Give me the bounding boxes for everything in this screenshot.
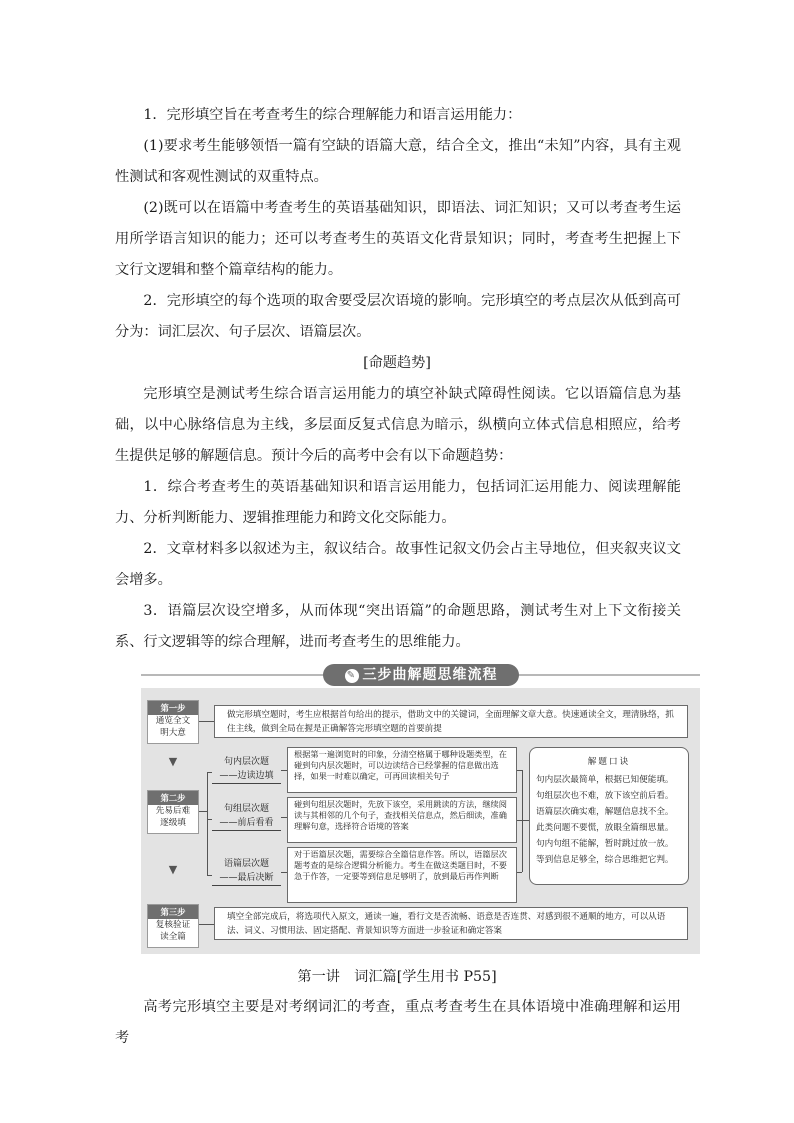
flow-banner-title: 三步曲解题思维流程 [362,667,498,683]
step-1-line-1: 通览全文 [155,716,191,726]
arrow-down-icon: ▼ [168,863,178,876]
step-3-text: 填空全部完成后，将选项代入原文，通读一遍，看行文是否流畅、语意是否连贯、对感到很不通顺的地方，可以从语法、词义、习惯用法、固定搭配、背景知识等方面进一步验证和确定答案 [214,907,688,940]
solving-mnemonic [529,747,689,885]
level-2-text: 碰到句组层次题时，先放下该空，采用跳读的方法，继续阅读与其相邻的几个句子，查找相关信息点，然后细读，准确理解句意，选择符合语境的答案 [287,797,517,843]
trend-point-3: 3．语篇层次设空增多，从而体现“突出语篇”的命题思路，测试考生对上下文衔接关系、行文逻辑等的综合理解，进而考查考生的思维能力。 [115,603,681,650]
trend-point-2: 2．文章材料多以叙述为主，叙议结合。故事性记叙文仍会占主导地位，但夹叙夹议文会增多。 [115,541,681,588]
book-icon: ✎ [345,669,359,683]
level-1-sub: ——边读边填 [219,771,274,781]
step-3-label [147,904,199,948]
step-1-text: 做完形填空题时，考生应根据首句给出的提示，借助文中的关键词，全面理解文章大意。快速通读全文，理清脉络，抓住主线，做到全局在握是正确解答完形填空题的首要前提 [214,705,688,738]
intro-point-1-2: (2)既可以在语篇中考查考生的英语基础知识，即语法、词汇知识；又可以考查考生运用所学语言知识的能力；还可以考查考生的英语文化背景知识；同时，考查考生把握上下文行文逻辑和整个篇章结构的能力。 [115,200,681,278]
level-sentence-group [212,802,281,831]
level-2-sub: ——前后看看 [219,818,274,828]
trend-heading: [命题趋势] [363,355,431,371]
level-sentence-inner [212,755,281,784]
arrow-down-icon: ▼ [168,755,178,768]
intro-point-2: 2．完形填空的每个选项的取舍要受层次语境的影响。完形填空的考点层次从低到高可分为：词汇层次、句子层次、语篇层次。 [115,293,681,340]
step-2-line-1: 先易后难 [155,806,191,816]
level-3-text: 对于语篇层次题，需要综合全篇信息作答。所以，语篇层次题考查的是综合逻辑分析能力。考生在做这类题目时，不要急于作答，一定要等到信息足够明了，放到最后再作判断 [287,847,517,903]
lecture-paragraph: 高考完形填空主要是对考纲词汇的考查，重点考查考生在具体语境中准确理解和运用考 [115,999,681,1046]
level-1-text: 根据第一遍浏览时的印象，分清空格属于哪种设题类型，在碰到句内层次题时，可以边读结合已经掌握的信息做出选择，如果一时难以确定，可再回读相关句子 [287,747,517,793]
level-2-name: 句组层次题 [223,804,269,814]
level-3-name: 语篇层次题 [223,859,269,869]
level-3-sub: ——最后决断 [219,873,274,883]
flow-chart [141,688,700,954]
mnemonic-line: 句内句组不能解，暂时跳过放一放。 [536,839,674,849]
mnemonic-line: 语篇层次确实难，解题信息找不全。 [536,807,674,817]
flow-banner [141,664,700,686]
mnemonic-line: 等到信息足够全，综合思维把它判。 [536,855,674,865]
mnemonic-line: 句内层次最简单，根据已知便能填。 [536,775,674,785]
level-1-name: 句内层次题 [223,757,269,767]
lecture-title: 第一讲 词汇篇[学生用书 P55] [297,969,497,985]
mnemonic-title: 解题口诀 [587,757,631,767]
mnemonic-line: 句组层次也不难，放下该空前后看。 [536,791,674,801]
mnemonic-line: 此类问题不要慌，放眼全篇细思量。 [536,823,674,833]
trend-paragraph: 完形填空是测试考生综合语言运用能力的填空补缺式障碍性阅读。它以语篇信息为基础，以中心脉络信息为主线，多层面反复式信息为暗示，纵横向立体式信息相照应，给考生提供足够的解题信息。预计今后的高考中会有以下命题趋势： [115,386,681,464]
intro-point-1: 1．完形填空旨在考查考生的综合理解能力和语言运用能力： [143,107,522,123]
step-3-head: 第三步 [148,905,198,919]
step-2-label [147,790,199,834]
step-1-label [147,700,199,744]
intro-point-1-1: (1)要求考生能够领悟一篇有空缺的语篇大意，结合全文，推出“未知”内容，具有主观性测试和客观性测试的双重特点。 [115,138,681,185]
level-discourse [212,857,281,886]
step-1-head: 第一步 [148,701,198,715]
step-2-head: 第二步 [148,791,198,805]
trend-point-1: 1．综合考查考生的英语基础知识和语言运用能力，包括词汇运用能力、阅读理解能力、分析判断能力、逻辑推理能力和跨文化交际能力。 [115,479,681,526]
step-1-line-2: 明大意 [160,728,186,738]
step-3-line-2: 读全篇 [160,932,186,942]
step-3-line-1: 复核验证 [155,920,191,930]
step-2-line-2: 逐级填 [160,818,186,828]
